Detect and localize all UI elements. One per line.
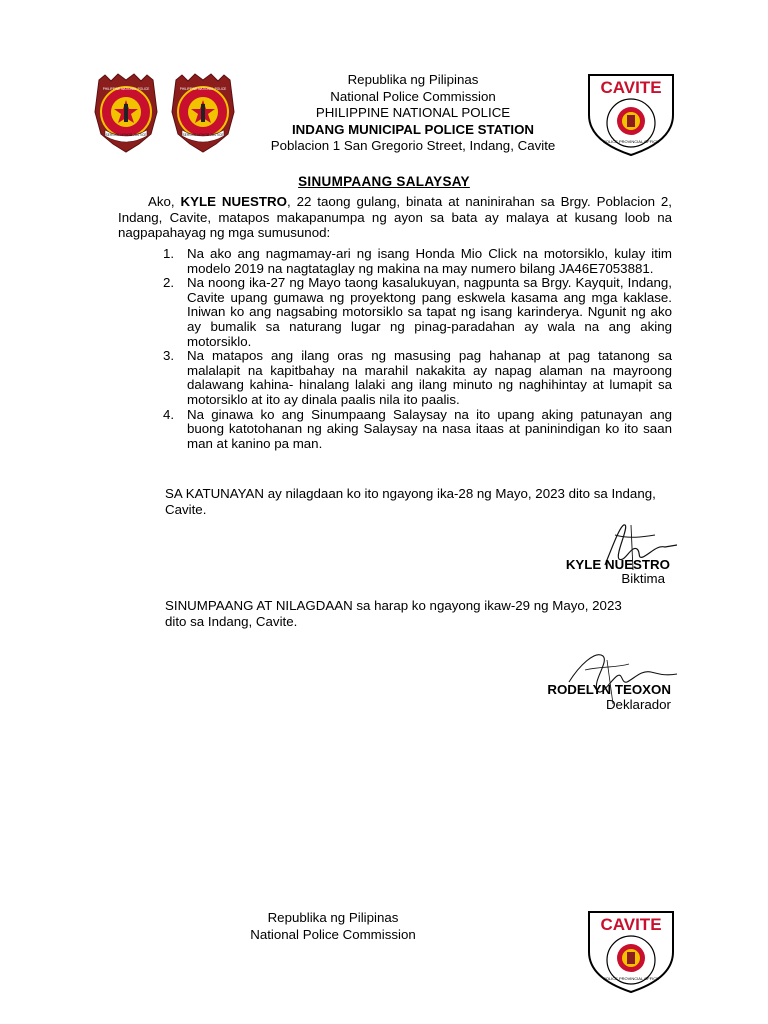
affiant-name: KYLE NUESTRO xyxy=(180,194,287,209)
cavite-title-text: CAVITE xyxy=(600,915,662,934)
list-item xyxy=(163,276,672,349)
document-title: SINUMPAANG SALAYSAY xyxy=(298,174,470,189)
signer2-name: RODELYN TEOXON xyxy=(547,682,671,697)
item-number: 3. xyxy=(163,348,175,364)
footer-republic: Republika ng Pilipinas xyxy=(267,910,399,925)
cavite-ppo-logo-bottom xyxy=(585,908,677,994)
signer2-role: Deklarador xyxy=(605,697,671,712)
intro-paragraph xyxy=(118,194,672,241)
intro-body: , 22 taong gulang, binata at naninirahan sa Brgy. Poblacion 2, Indang, Cavite, matapos makapanumpa ng ayon sa bata ay malaya at kusang loob na nagpapahayag ng mga sumusunod: xyxy=(118,194,672,240)
item-text: Na ginawa ko ang Sinumpaang Salaysay na ito upang aking patunayan ang buong katotohanan ng aking Salaysay na nasa itaas at paninindigan ko ito saan man at kanino pa man. xyxy=(187,406,672,451)
attestation-paragraph: SA KATUNAYAN ay nilagdaan ko ito ngayong ika-28 ng Mayo, 2023 dito sa Indang, Cavite. xyxy=(165,486,656,517)
header-pnp: PHILIPPINE NATIONAL POLICE xyxy=(315,105,511,120)
list-item xyxy=(163,408,672,452)
cavite-ppo-logo-top xyxy=(585,71,677,157)
item-text: Na ako ang nagmamay-ari ng isang Honda Mio Click na motorsiklo, kulay itim modelo 2019 na nagtataglay ng makina na may numero bilang JA46E7053881. xyxy=(187,246,672,276)
letterhead xyxy=(250,72,576,155)
seal-ring-text: PHILIPPINE NATIONAL POLICE xyxy=(179,87,227,91)
pnp-seal-logo-left xyxy=(91,72,161,154)
seal-ring-text: PHILIPPINE NATIONAL POLICE xyxy=(102,87,150,91)
footer-letterhead xyxy=(200,910,466,943)
intro-prefix: Ako, xyxy=(148,194,181,209)
cavite-title-text: CAVITE xyxy=(600,78,662,97)
statement-list xyxy=(163,247,672,451)
item-number: 1. xyxy=(163,246,175,261)
signer1-role: Biktima xyxy=(621,571,665,586)
jurat-paragraph: SINUMPAANG AT NILAGDAAN sa harap ko ngayong ikaw-29 ng Mayo, 2023 dito sa Indang, Cavite. xyxy=(165,598,622,629)
header-station: INDANG MUNICIPAL POLICE STATION xyxy=(291,121,535,137)
signer1-name: KYLE NUESTRO xyxy=(565,557,670,572)
cavite-ring-text: POLICE PROVINCIAL OFFICE xyxy=(603,976,659,981)
seal-motto-text: SERVICE HONOR JUSTICE xyxy=(105,133,147,137)
list-item xyxy=(163,247,672,276)
item-number: 2. xyxy=(163,275,175,291)
seal-motto-text: SERVICE HONOR JUSTICE xyxy=(182,133,224,137)
item-text: Na noong ika-27 ng Mayo taong kasalukuyan, nagpunta sa Brgy. Kayquit, Indang, Cavite upang gumawa ng proyektong pang eskwela kasama ang mga kaklase. Iniwan ko ang nagsabing motorsiklo sa tapat ng isang karinderya. Ngunit ng ako ay bumalik sa naturang lugar ng pinag-paradahan ay wala na ang aking motorsiklo. xyxy=(187,275,672,349)
list-item xyxy=(163,349,672,407)
header-commission: National Police Commission xyxy=(330,88,496,104)
item-text: Na matapos ang ilang oras ng masusing pag hahanap at pag tatanong sa malalapit na kapitbahay na marahil nakakita ay napag alaman na mayroong dalawang kahina- hinalang lalaki ang ilang minuto ng naghihintay at lumapit sa motorsiklo at ito ay dinala paalis nila ito paalis. xyxy=(187,348,672,407)
cavite-ring-text: POLICE PROVINCIAL OFFICE xyxy=(603,139,659,144)
header-republic: Republika ng Pilipinas xyxy=(347,72,479,87)
header-address: Poblacion 1 San Gregorio Street, Indang, Cavite xyxy=(270,138,556,153)
footer-commission: National Police Commission xyxy=(250,926,416,942)
pnp-seal-logo-right xyxy=(168,72,238,154)
item-number: 4. xyxy=(163,406,175,422)
